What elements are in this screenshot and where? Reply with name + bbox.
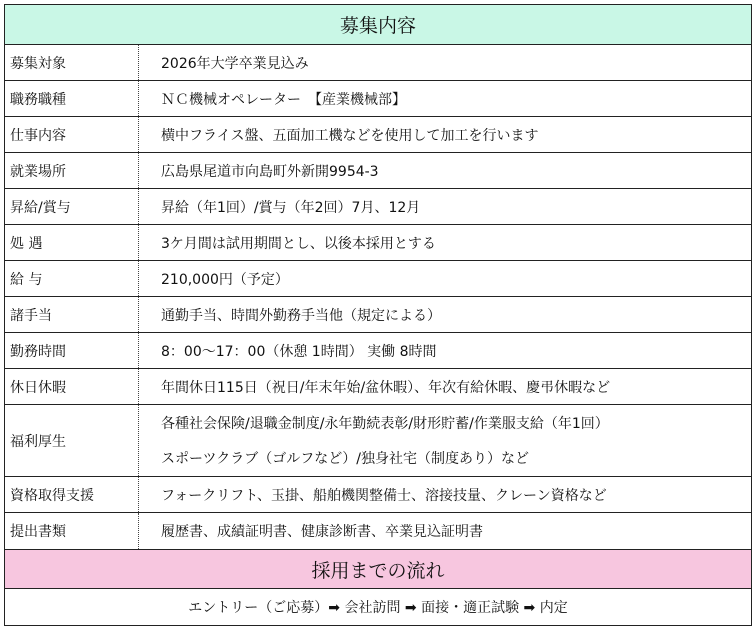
table-row — [5, 225, 751, 261]
recruitment-table — [4, 4, 752, 626]
rows-container — [5, 45, 751, 549]
row-value — [139, 333, 751, 368]
row-value-line: 横中フライス盤、五面加工機などを使用して加工を行います — [161, 127, 539, 144]
flow-steps: エントリー（ご応募）➡ 会社訪問 ➡ 面接・適正試験 ➡ 内定 — [188, 600, 568, 616]
row-value — [139, 261, 751, 296]
row-label: 仕事内容 — [5, 117, 139, 152]
row-value-line: 履歴書、成績証明書、健康診断書、卒業見込証明書 — [161, 524, 483, 540]
row-label: 諸手当 — [5, 297, 139, 332]
table-row — [5, 513, 751, 549]
row-value-line: 210,000円（予定） — [161, 271, 289, 288]
row-label: 給 与 — [5, 261, 139, 296]
table-row — [5, 81, 751, 117]
row-value — [139, 297, 751, 332]
row-value — [139, 369, 751, 404]
row-value — [139, 117, 751, 152]
row-value-line: 広島県尾道市向島町外新開9954-3 — [161, 163, 379, 180]
row-value — [139, 225, 751, 260]
table-row — [5, 297, 751, 333]
row-label: 処 遇 — [5, 225, 139, 260]
table-row — [5, 153, 751, 189]
row-value — [139, 45, 751, 80]
row-value-line: フォークリフト、玉掛、船舶機関整備士、溶接技量、クレーン資格など — [161, 487, 607, 504]
flow-title: 採用までの流れ — [5, 549, 751, 589]
row-value-line: 通勤手当、時間外勤務手当他（規定による） — [161, 307, 441, 324]
table-row — [5, 117, 751, 153]
row-value — [139, 153, 751, 188]
row-label: 休日休暇 — [5, 369, 139, 404]
row-value-line: スポーツクラブ（ゴルフなど）/独身社宅（制度あり）など — [161, 451, 530, 468]
row-label: 福利厚生 — [5, 405, 139, 476]
row-value-line: 2026年大学卒業見込み — [161, 55, 309, 72]
row-label: 勤務時間 — [5, 333, 139, 368]
row-value-line: ＮＣ機械オペレーター 【産業機械部】 — [161, 91, 406, 108]
row-value-line: 3ケ月間は試用期間とし、以後本採用とする — [161, 235, 436, 252]
row-value — [139, 189, 751, 224]
recruitment-title: 募集内容 — [5, 5, 751, 45]
table-row — [5, 405, 751, 477]
row-value — [139, 513, 751, 549]
table-row — [5, 333, 751, 369]
row-value-line: 昇給（年1回）/賞与（年2回）7月、12月 — [161, 199, 421, 216]
row-value-line: 年間休日115日（祝日/年末年始/盆休暇）、年次有給休暇、慶弔休暇など — [161, 379, 611, 396]
row-label: 資格取得支援 — [5, 477, 139, 512]
table-row — [5, 261, 751, 297]
row-value-line: 8：00～17：00（休憩 1時間） 実働 8時間 — [161, 343, 437, 360]
table-row — [5, 369, 751, 405]
row-label: 提出書類 — [5, 513, 139, 549]
row-label: 募集対象 — [5, 45, 139, 80]
row-label: 職務職種 — [5, 81, 139, 116]
table-row — [5, 477, 751, 513]
row-value — [139, 477, 751, 512]
row-label: 就業場所 — [5, 153, 139, 188]
row-label: 昇給/賞与 — [5, 189, 139, 224]
row-value — [139, 405, 751, 476]
row-value — [139, 81, 751, 116]
row-value-line: 各種社会保険/退職金制度/永年勤続表彰/財形貯蓄/作業服支給（年1回） — [161, 415, 609, 432]
table-row — [5, 189, 751, 225]
table-row — [5, 45, 751, 81]
